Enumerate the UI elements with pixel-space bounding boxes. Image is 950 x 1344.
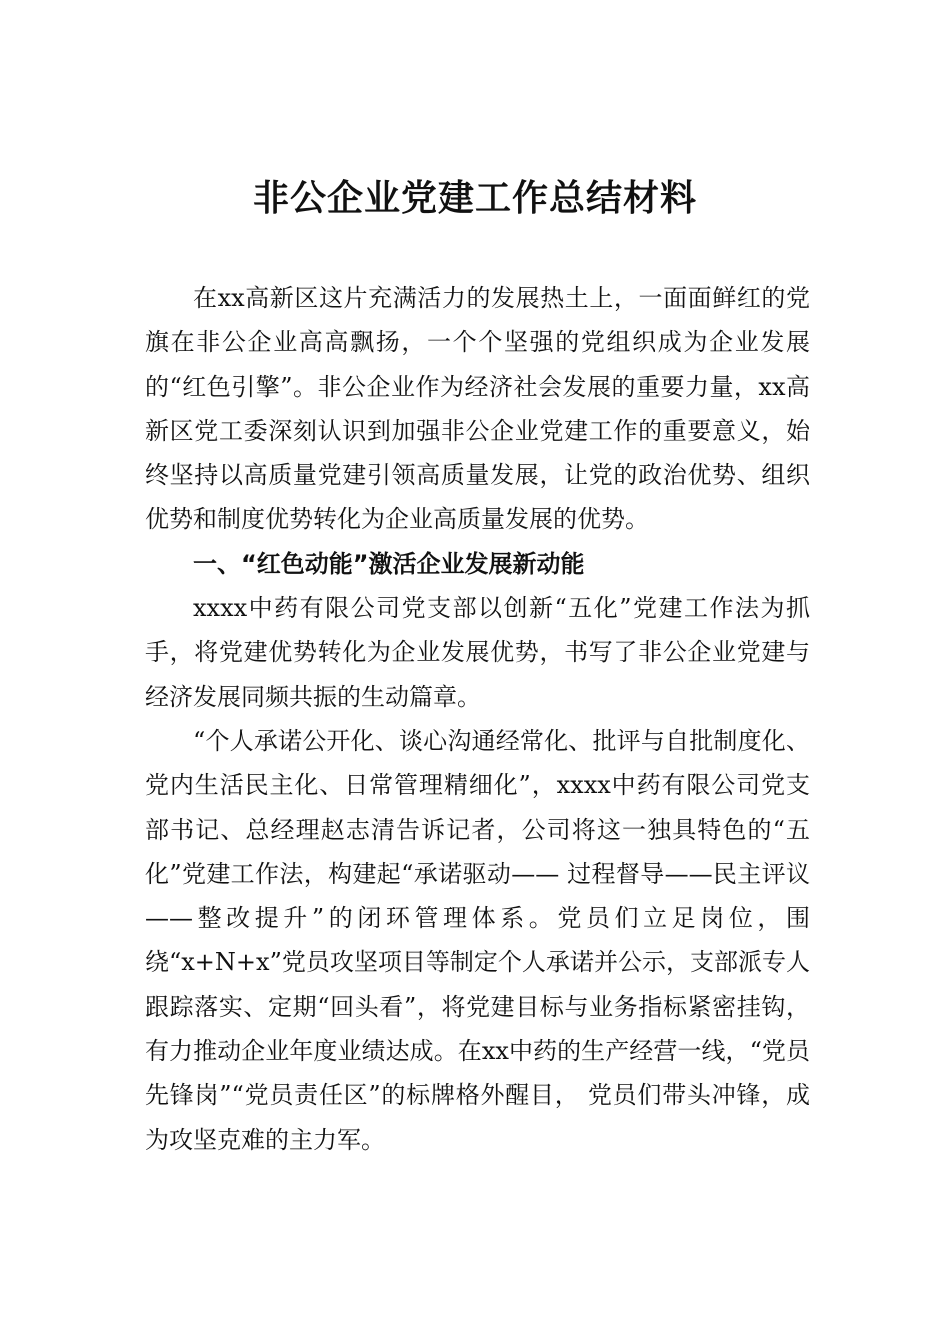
document-title: 非公企业党建工作总结材料 xyxy=(252,177,697,219)
body-paragraph: “个人承诺公开化、谈心沟通经常化、批评与自批制度化、党内生活民主化、日常管理精细化”，xxxx中药有限公司党支部书记、总经理赵志清告诉记者，公司将这一独具特色的“五化”党建工作法，构建起“承诺驱动—— 过程督导——民主评议——整改提升”的闭环管理体系。党员们立足岗位，围绕“x+N+x”党员攻坚项目等制定个人承诺并公示，支部派专人跟踪落实、定期“回头看”，将党建目标与业务指标紧密挂钩，有力推动企业年度业绩达成。在xx中药的生产经营一线，“党员先锋岗”“党员责任区”的标牌格外醒目， 党员们带头冲锋，成为攻坚克难的主力军。 xyxy=(145,726,810,1154)
intro-paragraph: 在xx高新区这片充满活力的发展热土上，一面面鲜红的党旗在非公企业高高飘扬，一个个坚强的党组织成为企业发展的“红色引擎”。非公企业作为经济社会发展的重要力量，xx高新区党工委深刻认识到加强非公企业党建工作的重要意义，始终坚持以高质量党建引领高质量发展，让党的政治优势、组织优势和制度优势转化为企业高质量发展的优势。 xyxy=(145,284,810,534)
document-body xyxy=(145,276,810,1162)
section-heading: 一、“红色动能”激活企业发展新动能 xyxy=(193,549,585,578)
body-paragraph: xxxx中药有限公司党支部以创新“五化”党建工作法为抓手，将党建优势转化为企业发展优势，书写了非公企业党建与经济发展同频共振的生动篇章。 xyxy=(145,594,810,711)
